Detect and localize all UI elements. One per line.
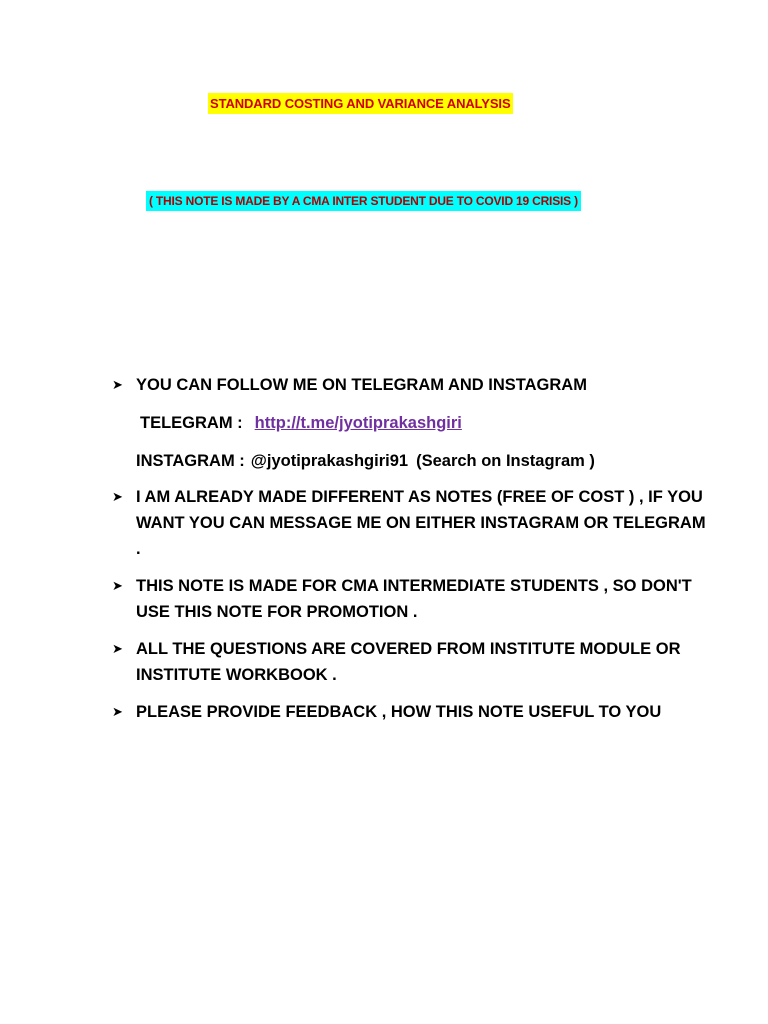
telegram-line xyxy=(136,410,712,436)
list-item xyxy=(112,636,712,688)
bullet-text: THIS NOTE IS MADE FOR CMA INTERMEDIATE STUDENTS , SO DON'T USE THIS NOTE FOR PROMOTION . xyxy=(136,577,692,621)
telegram-label: TELEGRAM : xyxy=(140,414,243,432)
note-block xyxy=(146,191,581,211)
arrowhead-bullet-icon: ➤ xyxy=(112,704,123,719)
arrowhead-bullet-icon: ➤ xyxy=(112,489,123,504)
arrowhead-bullet-icon: ➤ xyxy=(112,641,123,656)
document-title: STANDARD COSTING AND VARIANCE ANALYSIS xyxy=(208,93,513,114)
list-item xyxy=(112,484,712,562)
instagram-label: INSTAGRAM : xyxy=(136,452,245,470)
bullet-text: ALL THE QUESTIONS ARE COVERED FROM INSTITUTE MODULE OR INSTITUTE WORKBOOK . xyxy=(136,640,681,684)
bullet-text: I AM ALREADY MADE DIFFERENT AS NOTES (FREE OF COST ) , IF YOU WANT YOU CAN MESSAGE ME ON EITHER INSTAGRAM OR TELEGRAM . xyxy=(136,488,706,558)
list-item xyxy=(112,573,712,625)
instagram-line xyxy=(136,448,712,474)
arrowhead-bullet-icon: ➤ xyxy=(112,578,123,593)
title-block xyxy=(208,93,513,114)
bullet-list xyxy=(112,372,712,725)
instagram-hint: (Search on Instagram ) xyxy=(416,452,595,470)
covid-note: ( THIS NOTE IS MADE BY A CMA INTER STUDENT DUE TO COVID 19 CRISIS ) xyxy=(146,191,581,211)
telegram-link[interactable]: http://t.me/jyotiprakashgiri xyxy=(254,414,462,432)
arrowhead-bullet-icon: ➤ xyxy=(112,377,123,392)
instagram-handle: @jyotiprakashgiri91 xyxy=(250,452,409,470)
list-item xyxy=(112,372,712,398)
bullet-text: PLEASE PROVIDE FEEDBACK , HOW THIS NOTE USEFUL TO YOU xyxy=(136,703,662,721)
bullet-text: YOU CAN FOLLOW ME ON TELEGRAM AND INSTAGRAM xyxy=(136,376,587,394)
list-item xyxy=(112,699,712,725)
